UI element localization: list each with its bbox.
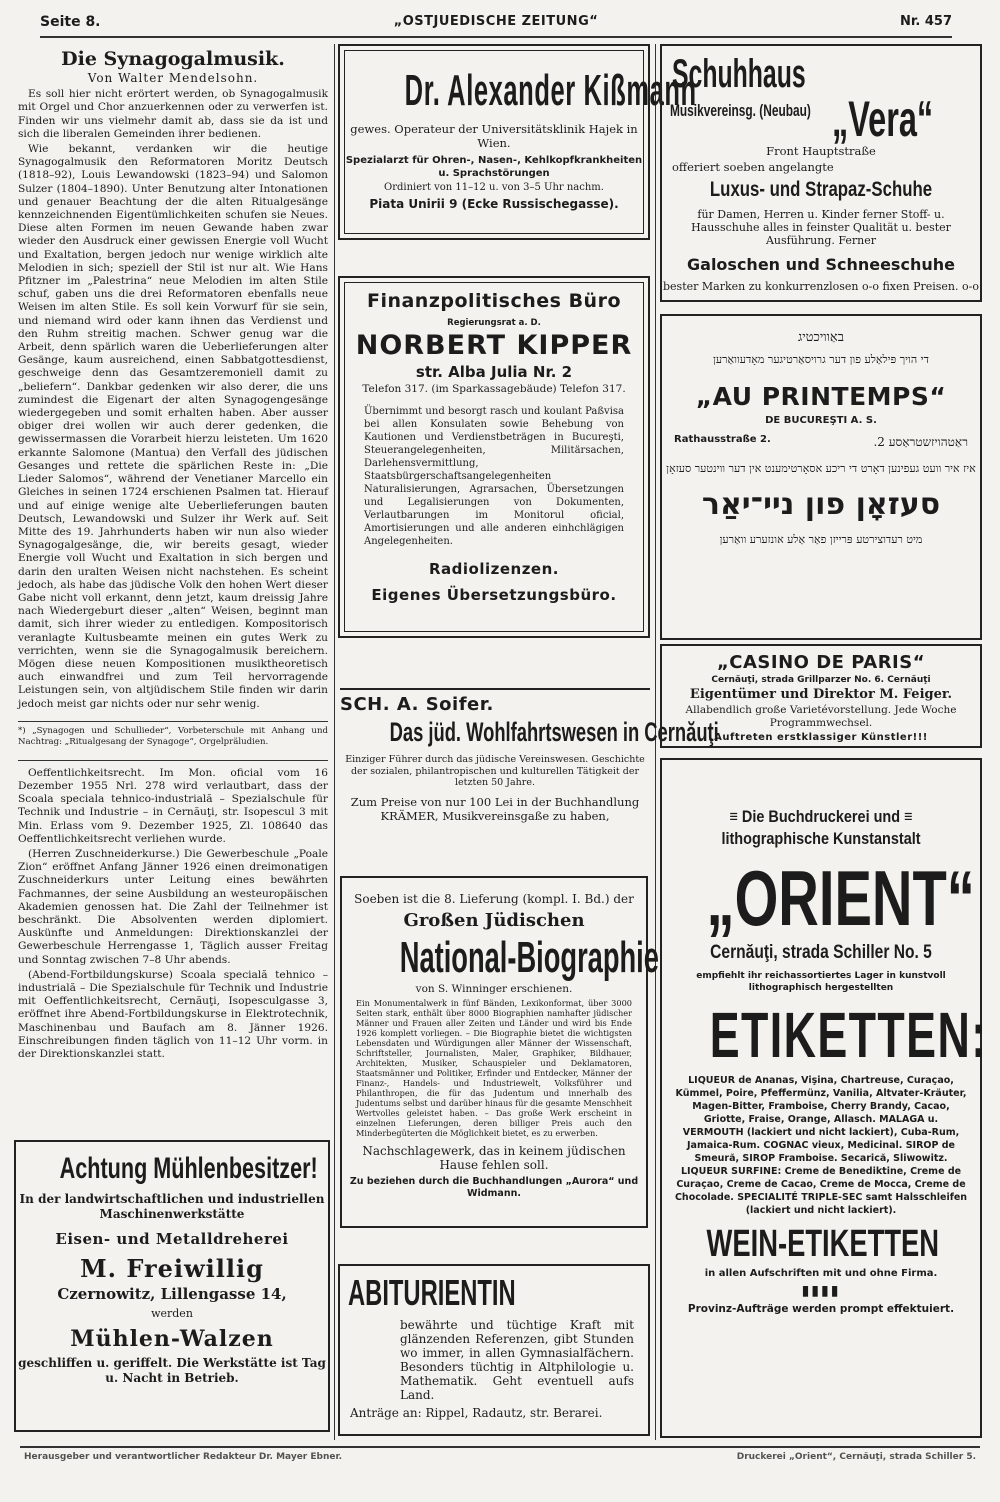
ad-publisher: SCH. A. Soifer. xyxy=(340,694,494,715)
article-column xyxy=(18,44,328,1063)
article-footnote: *) „Synagogen und Schullieder“, Vorbeterschule mit Anhang und Nachtrag: „Ritualgesang der Synagoge“, Orgelpräludien. xyxy=(18,721,328,748)
ad-address: str. Alba Julia Nr. 2 xyxy=(415,363,573,381)
ad-text: Einziger Führer durch das jüdische Vereinswesen. Geschichte der sozialen, philantropischen und kulturellen Tätigkeit der letzten 50 Jahre. xyxy=(345,754,645,788)
ad-owner: Eigentümer und Direktor M. Feiger. xyxy=(689,687,953,702)
ad-address-row xyxy=(674,434,968,450)
ad-schuhhaus-vera xyxy=(660,44,982,302)
ad-headline: Achtung Mühlenbesitzer! xyxy=(59,1152,318,1185)
ad-inner-frame xyxy=(344,282,644,632)
issue-number: Nr. 457 xyxy=(899,14,952,29)
ad-text: Provinz-Aufträge werden prompt effektuiert. xyxy=(687,1303,955,1315)
ad-product: Mühlen-Walzen xyxy=(70,1326,274,1352)
ad-abiturientin xyxy=(338,1264,650,1436)
ad-hebrew-text: באַוויכטיג xyxy=(797,330,845,345)
ad-address: Piata Unirii 9 (Ecke Russischegasse). xyxy=(369,197,619,211)
ad-headline: Galoschen und Schneeschuhe xyxy=(687,255,955,274)
ad-company-name: M. Freiwillig xyxy=(80,1254,264,1283)
ad-title: ABITURIENTIN xyxy=(348,1272,516,1313)
ad-name: Dr. Alexander Kißmann xyxy=(404,66,697,115)
ad-shop: Schuhhaus xyxy=(672,52,806,96)
ad-name: „Vera“ xyxy=(832,91,934,147)
ad-author: von S. Winninger erschienen. xyxy=(415,983,573,995)
ad-text: offeriert soeben angelangte xyxy=(672,160,834,174)
ad-address: Cernăuţi, strada Grillparzer No. 6. Cernăuţi xyxy=(711,675,931,685)
ad-text: Front Hauptstraße xyxy=(766,144,876,158)
newspaper-title: „OSTJUEDISCHE ZEITUNG“ xyxy=(393,14,599,29)
ad-location: Musikvereinsg. (Neubau) xyxy=(670,101,811,120)
ad-body: Ein Monumentalwerk in fünf Bänden, Lexikonformat, über 3000 Seiten stark, enthält über 8000 Biographien namhafter jüdischer Männer und Frauen aller Zeiten und Länder und wird bis Ende 1926 komplett vorliegen. – Die Biographie bietet die wichtigsten Lebensdaten und Würdigungen aller Männer der Wissenschaft, Schriftsteller, Journalisten, Maler, Graphiker, Bildhauer, Architekten, Musiker, Schauspieler und Deklamatoren, Staatsmänner und Politiker, Erfinder und Entdecker, Männer der Finanz-, Handels- und Industriewelt, Volksführer und Philanthropen, die für das Judentum und innerhalb des Judentums selbst und darüber hinaus für die gesamte Menschheit Wertvolles geleistet haben. – Das große Werk erscheint in einzelnen Lieferungen, deren billiger Preis auch den Minderbegüterten die Möglichkeit bietet, es zu erwerben. xyxy=(356,998,632,1138)
ad-name: NORBERT KIPPER xyxy=(355,330,633,361)
page-number: Seite 8. xyxy=(40,14,101,30)
ad-title: Das jüd. Wohlfahrtswesen in Cernăuţi xyxy=(389,717,719,747)
ad-text: in allen Aufschriften mit und ohne Firma. xyxy=(704,1268,938,1279)
ad-tagline: Nachschlagewerk, das in keinem jüdischen Hause fehlen soll. xyxy=(362,1144,626,1172)
ad-body: bewährte und tüchtige Kraft mit glänzenden Referenzen, gibt Stunden wo immer, in allen Gymnasialfächern. Besonders tüchtig in Altphilologie u. Mathematik. Geht eventuell aufs Land. xyxy=(400,1318,634,1402)
ad-title: Finanzpolitisches Büro xyxy=(366,290,622,312)
ad-au-printemps xyxy=(660,314,982,640)
notice: (Abend-Fortbildungskurse) Scoala specială tehnico – industrială – Die Spezialschule für Technik und Industrie mit Oeffentlichkeitsrecht, Cernăuţi, Isopesculgasse 3, eröffnet ihre Abend-Fortbildungskurse in Elektrotechnik, Maschinenbau und Baufach am 8. Jänner 1926. Einschreibungen finden täglich von 11–12 Uhr vorm. in der Direktionskanzlei statt. xyxy=(18,968,328,1061)
ad-phone: Telefon 317. (im Sparkassagebäude) Telefon 317. xyxy=(362,383,626,395)
ad-body xyxy=(662,144,980,293)
ad-muehlenbesitzer xyxy=(14,1140,330,1432)
ad-hebrew-text: מיט רעדוצירטע פּרייזן פאַר אַלע אונזערע וואַרען xyxy=(719,533,923,546)
footer-printer: Druckerei „Orient“, Cernăuţi, strada Schiller 5. xyxy=(736,1452,976,1462)
article-byline: Von Walter Mendelsohn. xyxy=(87,71,259,85)
ad-kissmann xyxy=(338,44,697,240)
article-paragraph: Wie bekannt, verdanken wir die heutige Synagogalmusik den Reformatoren Moritz Deutsch (1818–92), Louis Lewandowski (1823–94) und Salomon Sulzer (1804–1890). Unter Benutzung alter Intonationen und genauer Beachtung der die alten Ritualgesänge kennzeichnenden Eigentümlichkeiten schufen sie Neues. Diese alten Formen im neuen Gewande haben zwar wieder den Ausdruck einer gewissen Energie voll Wucht und Exaltation, bergen jedoch nur wenige wirklich alte Melodien in sich; speziell der Stil ist nur alt. Wie Hans Pfitzner im „Palestrina“ neue Melodien im alten Stile schuf, gaben uns die drei Reformatoren ebenfalls neue Weisen im alten Stile. Es soll kein Vorwurf für sie sein, und niemand wird oder kann ihnen das Verdienst und den Ruhm streitig machen. Schwer genug war die Arbeit, denn spärlich waren die Ueberlieferungen alter Gesänge, kaum ausreichend, einen Sabbatgottesdienst, geschweige denn das Gesamtzeremoniell damit zu „beliefern“. Dankbar gedenken wir also derer, die uns zumindest die Eigenart der alten Synagogengesänge wiedergegeben und somit erhalten haben. Aber ausser obiger drei wollen wir auch derer gedenken, die gewissermassen die Vorarbeit hierzu leisteten. Um 1620 erkannte Salomone (Mantua) den Verfall des jüdischen Gesanges und rettete die spärlichen Reste in: „Die Lieder Salomos“, während der Venetianer Marcello ein Gleiches in seinen 1724 erschienen Psalmen tat. Hierauf und auf einige wenige alte Ueberlieferungen bauten Deutsch, Lewandowski und Sulzer ihr Werk auf. Seit Mitte des 19. Jahrhunderts haben wir nun also wieder Synagogalgesänge, die, wir bereits gesagt, wieder Energie voll Wucht und Exaltation in sich bergen und darin den uralten Weisen nicht nachstehen. Es scheint jedoch, als habe das jüdische Volk den hohen Wert dieser Gabe nicht voll erkannt, denn jetzt, kaum dreissig Jahre nach Wiedergeburt dieser „alten“ Weisen, beginnt man damit, sich ihrer wieder zu entledigen. Kompositorisch veranlagte Kultusbeamte meinen ein gutes Werk zu verrichten, wenn sie die Synagogalmusik bereichern. Mögen diese neuen Kompositionen musiktheoretisch auch einwandfrei und zum Teil hervorragende Leistungen sein, von altjüdischem Stile finden wir darin jedoch meist gar nichts oder nur sehr wenig. xyxy=(18,143,328,710)
ad-subtitle: Großen Jüdischen xyxy=(403,910,585,931)
ad-role: Regierungsrat a. D. xyxy=(447,318,541,328)
ad-price: Zum Preise von nur 100 Lei in der Buchhandlung KRÄMER, Musikvereinsgaße zu haben, xyxy=(350,794,640,823)
ad-orient-druckerei xyxy=(660,758,988,1438)
ad-text: Auftreten erstklassiger Künstler!!! xyxy=(714,732,928,743)
ad-headline: Luxus- und Strapaz-Schuhe xyxy=(709,178,933,201)
ad-ornament: ▮▮▮▮ xyxy=(801,1283,841,1299)
ad-text: In der landwirtschaftlichen und industriellen Maschinenwerkstätte xyxy=(19,1192,325,1221)
ad-hebrew-text: די הויך פּילאַלע פון דער גרויסאַרטיגער מאָדעוואַרען xyxy=(713,353,929,366)
ad-text: für Damen, Herren u. Kinder ferner Stoff- u. Hausschuhe alles in feinster Qualität u. bester Ausführung. Ferner xyxy=(691,208,951,247)
ad-casino-de-paris xyxy=(660,644,982,748)
ad-text: gewes. Operateur der Universitätsklinik Hajek in Wien. xyxy=(350,122,638,150)
ad-kipper xyxy=(338,276,650,638)
ad-text: Soeben ist die 8. Lieferung (kompl. I. Bd.) der xyxy=(354,892,634,906)
ad-text: bester Marken zu konkurrenzlosen o-o fixen Preisen. o-o xyxy=(663,280,979,293)
ad-text: geschliffen u. geriffelt. Die Werkstätte ist Tag u. Nacht in Betrieb. xyxy=(18,1356,326,1385)
ad-text: werden xyxy=(151,1307,193,1320)
ad-address: Cernăuţi, strada Schiller No. 5 xyxy=(710,942,932,963)
page-footer xyxy=(20,1446,980,1468)
ad-text: Zu beziehen durch die Buchhandlungen „Aurora“ und Widmann. xyxy=(349,1176,639,1199)
column-divider xyxy=(334,44,335,1440)
ad-name: „AU PRINTEMPS“ xyxy=(695,382,947,411)
ad-hebrew-text: איז איר וועט געפינען דאָרט די ריכע אסאָרטימענט אין דער ווינטער סעזאָן xyxy=(666,462,976,475)
notice: (Herren Zuschneiderkurse.) Die Gewerbeschule „Poale Zion“ eröffnet Anfang Jänner 1926 einen dreimonatigen Zuschneiderkurs unter Leitung eines bewährten Fachmannes, der seine Ausbildung an westeuropäischen Akademien genossen hat. Die Zahl der Teilnehmer ist beschränkt. Die Absolventen werden diplomiert. Auskünfte und Anmeldungen: Direktionskanzlei der Gewerbeschule Herrengasse 1, Täglich ausser Freitag und Sonntag zwischen 7–8 Uhr abends. xyxy=(18,847,328,966)
ad-address: Czernowitz, Lillengasse 14, xyxy=(57,1285,287,1303)
ad-hebrew-address: ראַטהויזשטראַסע 2. xyxy=(873,435,968,449)
ad-subtitle: DE BUCUREŞTI A. S. xyxy=(765,415,877,426)
page-header xyxy=(40,14,952,38)
ad-text: Eisen- und Metalldreherei xyxy=(55,1230,289,1248)
ad-text: Allabendlich große Varietévorstellung. Jede Woche Programmwechsel. xyxy=(685,704,957,729)
ad-headline: ETIKETTEN: xyxy=(709,999,988,1071)
notice: Oeffentlichkeitsrecht. Im Mon. oficial vom 16 Dezember 1955 Nrl. 278 wird verlautbart, dass der Scoala speciala tehnico-industrială – Spezialschule für Technik und Industrie – in Cernăuţi, str. Isopescul 3 mit Min. Erlass vom 9. Dezember 1925, Zl. 108640 das Oeffentlichkeitsrecht verliehen wurde. xyxy=(18,766,328,845)
ad-name: „CASINO DE PARIS“ xyxy=(716,652,926,673)
ad-hebrew-headline: סעזאָן פון ניי־יאַר xyxy=(701,487,941,522)
ad-text: empfiehlt ihr reichassortiertes Lager in kunstvoll lithographisch hergestellten xyxy=(696,971,946,993)
ad-product-list: LIQUEUR de Ananas, Vişina, Chartreuse, Curaçao, Kümmel, Poire, Pfeffermünz, Vanilia, Altvater-Kräuter, Magen-Bitter, Framboise, Cherry Brandy, Cacao, Griotte, Fraise, Orange, Allasch. MALAGA u. VERMOUTH (lackiert und nicht lackiert), Cuba-Rum, Jamaica-Rum. COGNAC vieux, Medicinal. SIROP de Smeură, SIROP Framboise. Secarică, Sliwowitz. LIQUEUR SURFINE: Creme de Benediktine, Creme de Curaçao, Creme de Cacao, Creme de Mocca, Creme de Chocolade. SPECIALITÉ TRIPLE-SEC samt Halsschleifen (lackiert und nicht lackiert). xyxy=(674,1075,968,1216)
ad-text: Spezialarzt für Ohren-, Nasen-, Kehlkopfkrankheiten u. Sprachstörungen xyxy=(345,155,643,179)
ad-contact: Anträge an: Rippel, Radautz, str. Berarei. xyxy=(350,1406,603,1420)
ad-text: Radiolizenzen. xyxy=(428,560,559,578)
article-title: Die Synagogalmusik. xyxy=(61,48,285,70)
article-paragraph: Es soll hier nicht erörtert werden, ob Synagogalmusik mit Orgel und Chor anzuerkennen oder zu verwerfen ist. Finden wir uns vielmehr damit ab, dass sie da ist und sich die liberalen Gemeinden ihrer bedienen. xyxy=(18,88,328,140)
ad-text: Eigenes Übersetzungsbüro. xyxy=(371,586,617,604)
ad-headline: WEIN-ETIKETTEN xyxy=(706,1223,940,1265)
ad-body: Übernimmt und besorgt rasch und koulant Paßvisa bei allen Konsulaten sowie Behebung von Kautionen und Verdienstbeträgen in Bucureşti, Steuerangelegenheiten, Militärsachen, Darlehensvermittlung, Staatsbürgerschaftsangelegenheiten Naturalisierungen, Agrarsachen, Übersetzungen und Legalisierungen von Dokumenten, Verlautbarungen im Monitorul oficial, Amortisierungen und alle anderen einhchlägigen Angelegenheiten. xyxy=(364,406,624,547)
ad-address: Rathausstraße 2. xyxy=(674,434,771,445)
ad-national-biographie xyxy=(340,876,659,1228)
divider xyxy=(18,760,328,761)
ad-name: „ORIENT“ xyxy=(706,854,975,942)
ad-intro: ≡ Die Buchdruckerei und ≡ lithographische Kunstanstalt xyxy=(721,807,921,848)
ad-hours: Ordiniert von 11–12 u. von 3–5 Uhr nachm. xyxy=(384,182,604,193)
ad-soifer xyxy=(340,688,719,838)
footer-publisher: Herausgeber und verantwortlicher Redakteur Dr. Mayer Ebner. xyxy=(24,1452,343,1462)
ad-title: National-Biographie xyxy=(399,933,659,982)
